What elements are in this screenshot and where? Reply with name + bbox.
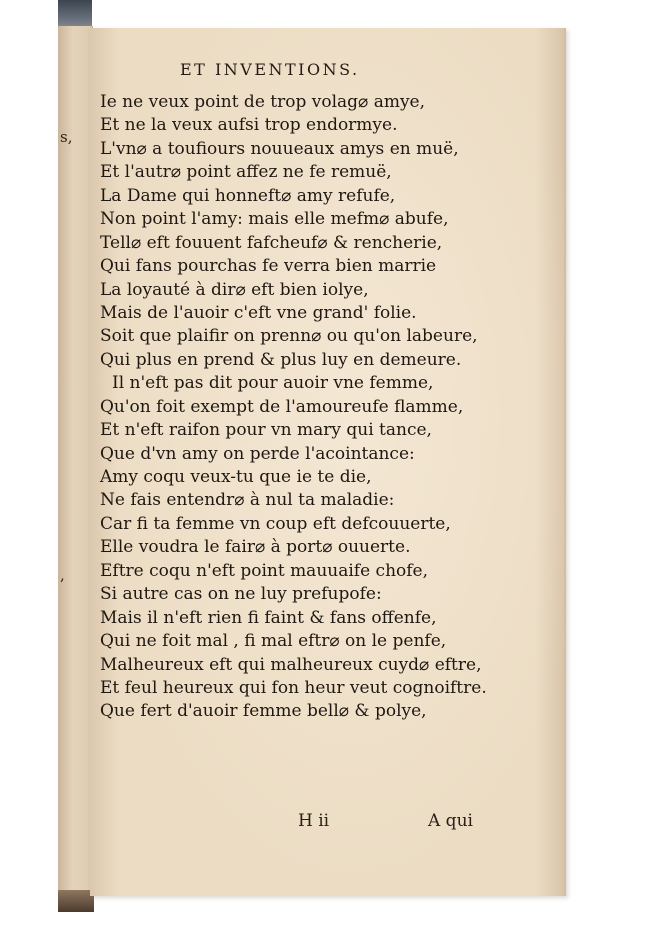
verse-line: Tell⌀ eft fouuent fafcheuf⌀ & rencherie, [100, 232, 443, 253]
verse-line: Amy coqu veux-tu que ie te die, [100, 467, 372, 487]
verse-line: Elle voudra le fair⌀ à port⌀ ouuerte. [100, 537, 411, 558]
verse-line: Et l'autr⌀ point affez ne fe remuë, [100, 162, 392, 183]
verse-line: L'vn⌀ a toufiours nouueaux amys en muë, [100, 138, 459, 159]
verse-line: Qui ne foit mal , fi mal eftr⌀ on le penfe, [100, 631, 447, 652]
verse-line: Car fi ta femme vn coup eft defcouuerte, [100, 513, 451, 534]
verse-line: Ie ne veux point de trop volag⌀ amye, [100, 92, 426, 112]
verse-line: Non point l'amy: mais elle mefm⌀ abufe, [100, 209, 449, 230]
verse-line: Mais de l'auoir c'eft vne grand' folie. [100, 302, 417, 323]
signature-mark: H ii [298, 811, 330, 831]
verse-line: Malheureux eft qui malheureux cuyd⌀ eftre, [100, 654, 482, 675]
verse-line: Qui fans pourchas fe verra bien marrie [100, 256, 437, 277]
verse-line: La Dame qui honneft⌀ amy refufe, [100, 185, 396, 206]
book-binding-bottom [58, 890, 94, 912]
previous-page-edge-text: s, [60, 128, 73, 146]
previous-page-edge [58, 26, 93, 896]
verse-line: Et ne la veux aufsi trop endormye. [100, 115, 398, 136]
verse-line: Mais il n'eft rien fi faint & fans offenfe, [100, 607, 437, 628]
verse-line: Qu'on foit exempt de l'amoureufe flamme, [100, 396, 464, 417]
verse-line: Qui plus en prend & plus luy en demeure. [100, 349, 462, 370]
catchword: A qui [428, 811, 473, 831]
verse-line: Eftre coqu n'eft point mauuaife chofe, [100, 560, 429, 581]
verse-line: Si autre cas on ne luy prefupofe: [100, 584, 382, 605]
verse-line: Il n'eft pas dit pour auoir vne femme, [112, 373, 434, 394]
verse-line: La loyauté à dir⌀ eft bien iolye, [100, 279, 369, 300]
verse-line: Que d'vn amy on perde l'acointance: [100, 443, 415, 464]
verse-line: Que fert d'auoir femme bell⌀ & polye, [100, 701, 427, 722]
verse-line: Et feul heureux qui fon heur veut cognoiftre. [100, 677, 487, 698]
verse-line: Soit que plaifir on prenn⌀ ou qu'on labeure, [100, 326, 478, 347]
verse-line: Et n'eft raifon pour vn mary qui tance, [100, 420, 432, 441]
running-head: ET INVENTIONS. [180, 60, 360, 79]
verse-text [100, 91, 540, 724]
previous-page-edge-text: , [60, 566, 65, 584]
verse-line: Ne fais entendr⌀ à nul ta maladie: [100, 490, 395, 511]
